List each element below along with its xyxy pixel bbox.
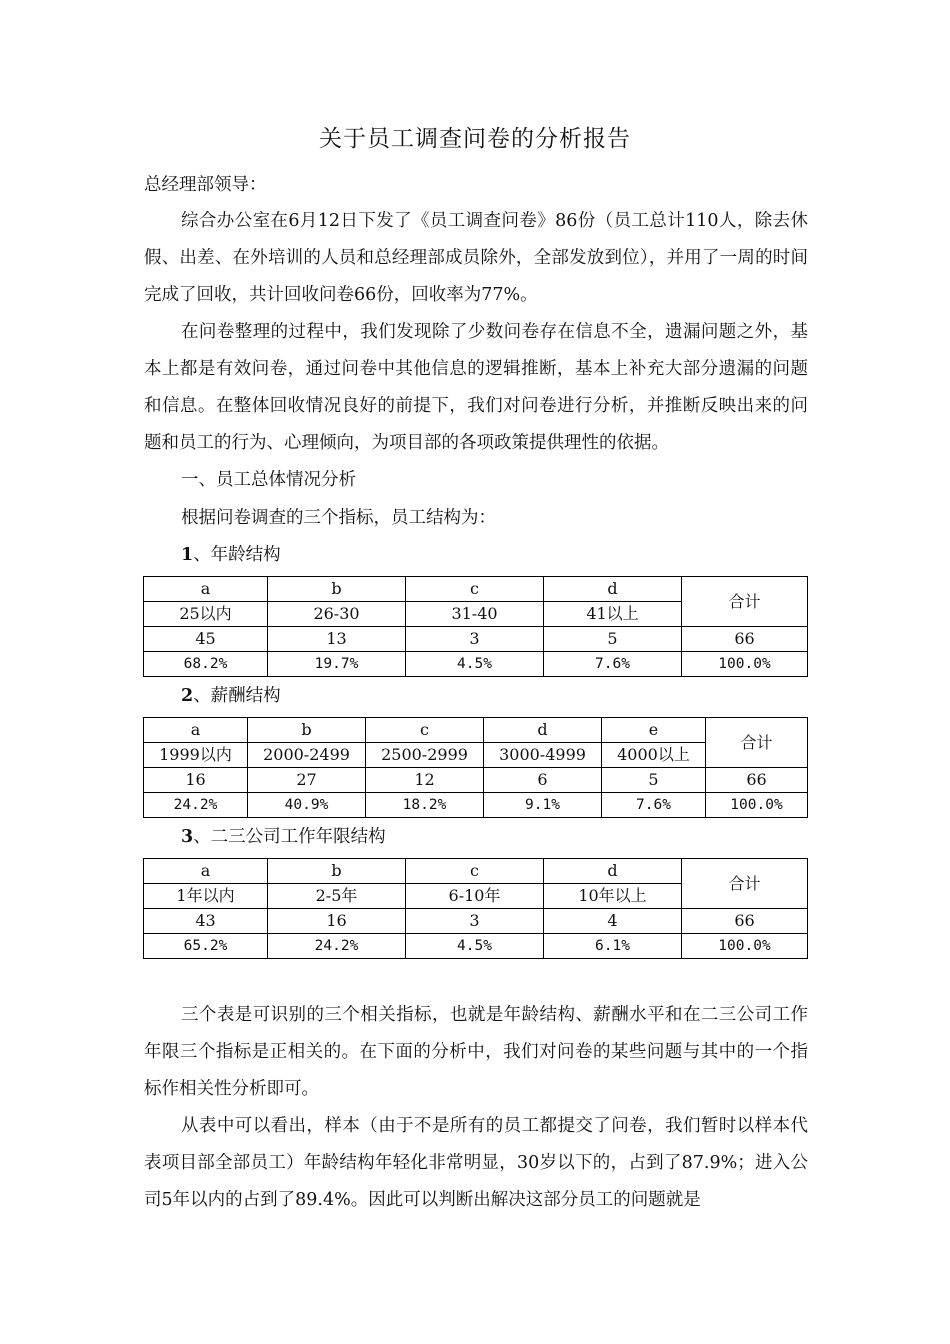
- table-cell: 6: [484, 768, 602, 793]
- table-cell: 6-10年: [406, 884, 544, 909]
- table-row: [144, 718, 808, 743]
- table-cell: 2-5年: [268, 884, 406, 909]
- table-cell: e: [602, 718, 706, 743]
- table-heading-number: 2: [181, 686, 194, 706]
- salary-structure-table: [143, 717, 808, 818]
- paragraph-distribution: 综合办公室在6月12日下发了《员工调查问卷》86份（员工总计110人，除去休假、出差、在外培训的人员和总经理部成员除外，全部发放到位），并用了一周的时间完成了回收，共计回收问卷66份，回收率为77%。: [144, 211, 808, 305]
- table-cell: 4.5%: [406, 652, 544, 677]
- table-cell: a: [144, 577, 268, 602]
- total-header-cell: 合计: [682, 577, 808, 627]
- table-cell: c: [406, 577, 544, 602]
- table-cell: 3: [406, 909, 544, 934]
- table-cell: 1999以内: [144, 743, 248, 768]
- table-cell: 16: [268, 909, 406, 934]
- table-cell: 4: [544, 909, 682, 934]
- table-cell: 1年以内: [144, 884, 268, 909]
- table-cell: 100.0%: [682, 934, 808, 959]
- table-cell: 2000-2499: [248, 743, 366, 768]
- table-row: [144, 859, 808, 884]
- table-row: [144, 768, 808, 793]
- table-cell: b: [268, 577, 406, 602]
- table-heading-age: [181, 540, 281, 570]
- table-cell: 40.9%: [248, 793, 366, 818]
- table-row: [144, 909, 808, 934]
- table-cell: a: [144, 859, 268, 884]
- table-cell: 7.6%: [602, 793, 706, 818]
- table-cell: 100.0%: [682, 652, 808, 677]
- report-title: 关于员工调查问卷的分析报告: [319, 126, 631, 152]
- table-cell: 16: [144, 768, 248, 793]
- table-cell: 10年以上: [544, 884, 682, 909]
- table-cell: 18.2%: [366, 793, 484, 818]
- table-row: [144, 934, 808, 959]
- table-cell: 41以上: [544, 602, 682, 627]
- table-cell: 66: [682, 909, 808, 934]
- table-cell: b: [248, 718, 366, 743]
- table-cell: c: [406, 859, 544, 884]
- table-cell: 7.6%: [544, 652, 682, 677]
- table-cell: 5: [602, 768, 706, 793]
- table-row: [144, 793, 808, 818]
- table-cell: d: [544, 577, 682, 602]
- table-cell: 66: [706, 768, 808, 793]
- table-cell: d: [484, 718, 602, 743]
- table-cell: 3: [406, 627, 544, 652]
- table-heading-label: 、年龄结构: [193, 545, 281, 565]
- age-structure-table: [143, 576, 808, 677]
- total-header-cell: 合计: [682, 859, 808, 909]
- section-heading-overall: 一、员工总体情况分析: [181, 470, 356, 490]
- table-cell: 5: [544, 627, 682, 652]
- salutation: 总经理部领导：: [144, 175, 267, 195]
- table-cell: 31-40: [406, 602, 544, 627]
- table-cell: 25以内: [144, 602, 268, 627]
- structure-intro: 根据问卷调查的三个指标，员工结构为：: [181, 508, 496, 528]
- table-heading-label: 、二三公司工作年限结构: [193, 827, 386, 847]
- table-heading-number: 1: [181, 545, 194, 565]
- tenure-structure-table: [143, 858, 808, 959]
- table-cell: 4000以上: [602, 743, 706, 768]
- table-row: [144, 577, 808, 602]
- table-cell: 24.2%: [268, 934, 406, 959]
- table-cell: d: [544, 859, 682, 884]
- table-cell: 6.1%: [544, 934, 682, 959]
- table-cell: 24.2%: [144, 793, 248, 818]
- table-row: [144, 627, 808, 652]
- table-cell: 65.2%: [144, 934, 268, 959]
- table-cell: 26-30: [268, 602, 406, 627]
- table-cell: 3000-4999: [484, 743, 602, 768]
- table-heading-salary: [181, 681, 281, 711]
- table-row: [144, 652, 808, 677]
- table-cell: 68.2%: [144, 652, 268, 677]
- paragraph-collation: 在问卷整理的过程中，我们发现除了少数问卷存在信息不全，遗漏问题之外，基本上都是有效问卷，通过问卷中其他信息的逻辑推断，基本上补充大部分遗漏的问题和信息。在整体回收情况良好的前提下，我们对问卷进行分析，并推断反映出来的问题和员工的行为、心理倾向，为项目部的各项政策提供理性的依据。: [144, 322, 808, 453]
- table-cell: 12: [366, 768, 484, 793]
- table-cell: 45: [144, 627, 268, 652]
- table-heading-number: 3: [181, 827, 194, 847]
- paragraph-correlation: 三个表是可识别的三个相关指标，也就是年龄结构、薪酬水平和在二三公司工作年限三个指标是正相关的。在下面的分析中，我们对问卷的某些问题与其中的一个指标作相关性分析即可。: [144, 1005, 808, 1099]
- table-cell: 9.1%: [484, 793, 602, 818]
- table-cell: 43: [144, 909, 268, 934]
- paragraph-sample-analysis: 从表中可以看出，样本（由于不是所有的员工都提交了问卷，我们暂时以样本代表项目部全部员工）年龄结构年轻化非常明显，30岁以下的，占到了87.9%；进入公司5年以内的占到了89.4%。因此可以判断出解决这部分员工的问题就是: [144, 1116, 808, 1210]
- table-cell: 19.7%: [268, 652, 406, 677]
- table-cell: 13: [268, 627, 406, 652]
- table-cell: 27: [248, 768, 366, 793]
- table-heading-label: 、薪酬结构: [193, 686, 281, 706]
- table-heading-tenure: [181, 822, 386, 852]
- table-cell: 66: [682, 627, 808, 652]
- total-header-cell: 合计: [706, 718, 808, 768]
- table-cell: a: [144, 718, 248, 743]
- table-cell: 100.0%: [706, 793, 808, 818]
- table-cell: 2500-2999: [366, 743, 484, 768]
- table-cell: 4.5%: [406, 934, 544, 959]
- table-cell: c: [366, 718, 484, 743]
- table-cell: b: [268, 859, 406, 884]
